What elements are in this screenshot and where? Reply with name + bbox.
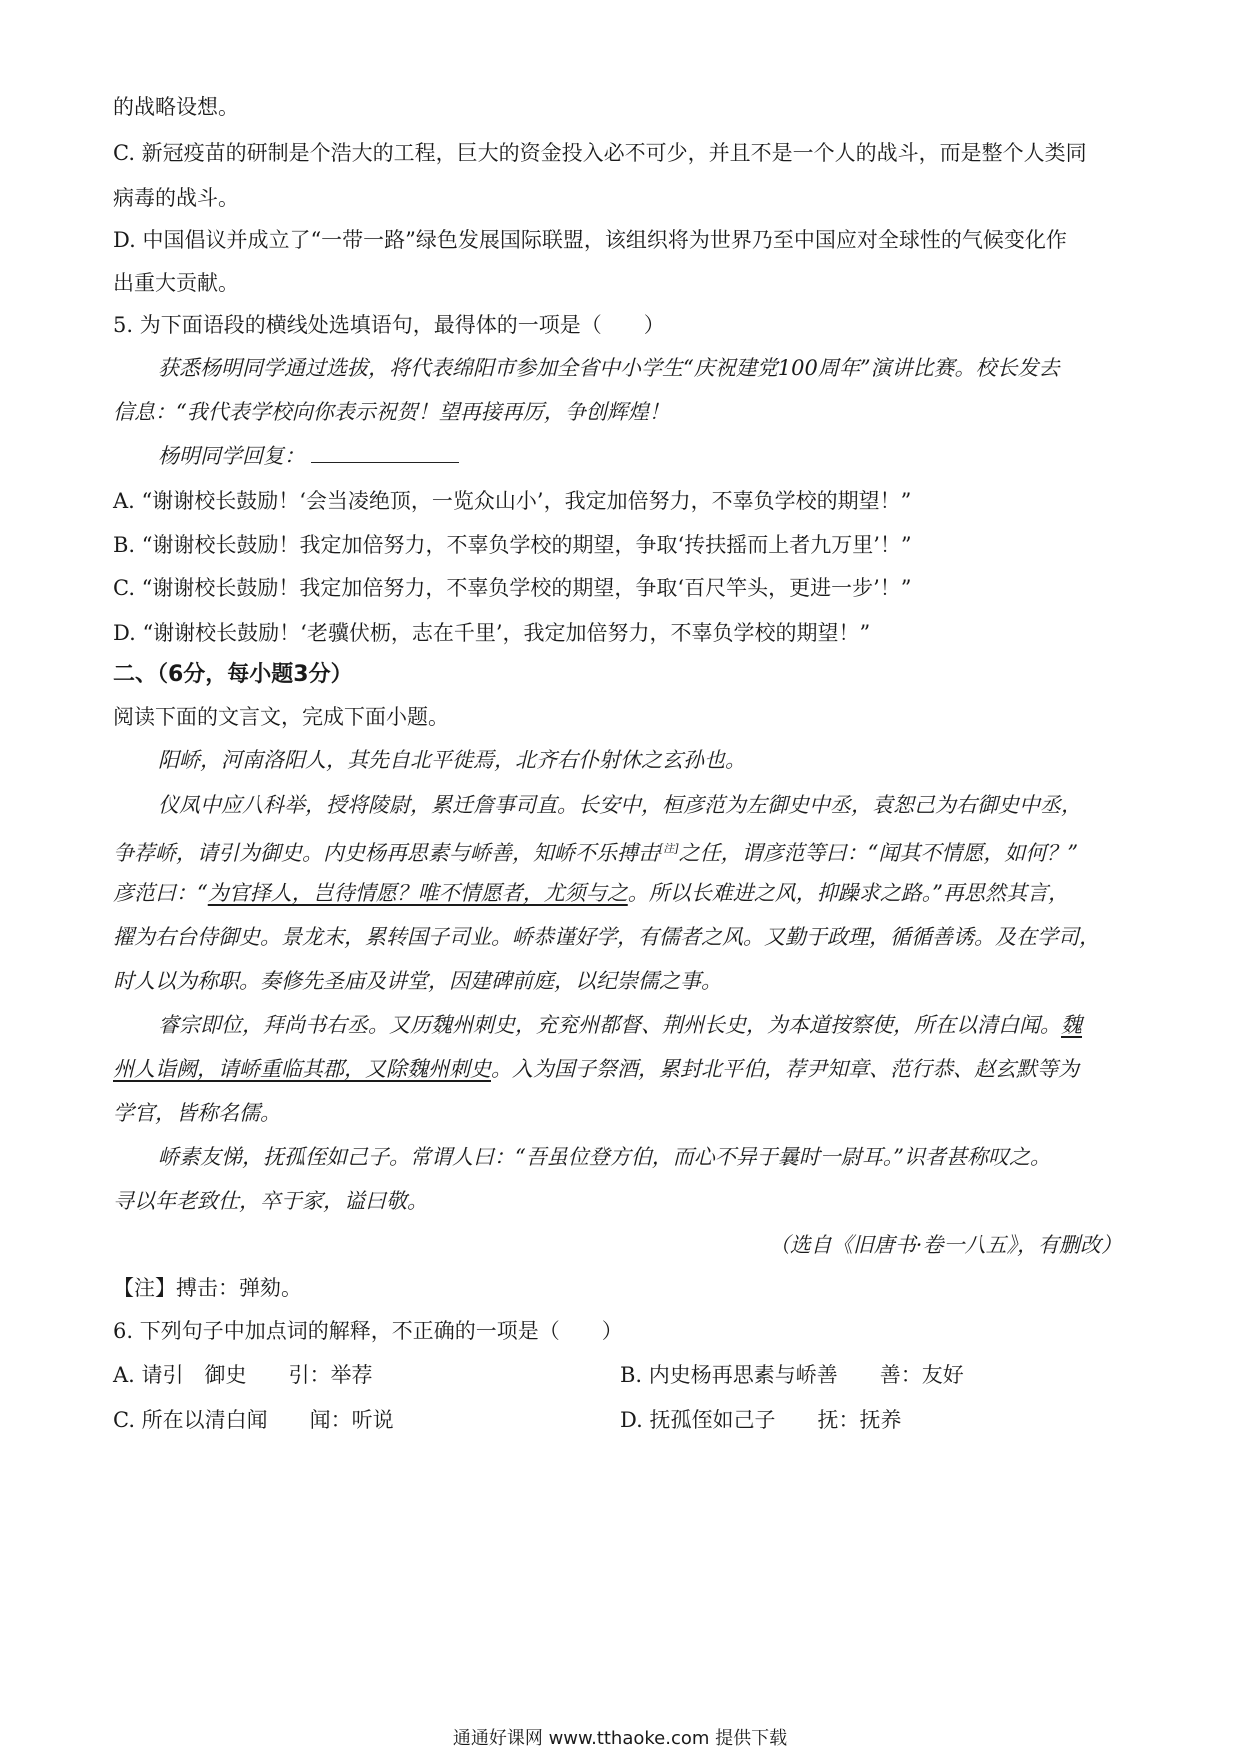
q4-option-d-line1: D. 中国倡议并成立了“一带一路”绿色发展国际联盟，该组织将为世界乃至中国应对全球性的气候变化作: [113, 228, 1067, 252]
q5-passage-line2: 信息：“我代表学校向你表示祝贺！望再接再厉，争创辉煌！: [113, 400, 670, 424]
q5-reply-line: [158, 441, 459, 471]
passage-text: 彦范曰：“: [113, 881, 208, 905]
passage-text: 争荐峤，请引为御史。内史杨再思素与峤善，知峤不乐搏击: [113, 841, 659, 865]
passage-para1: 阳峤，河南洛阳人，其先自北平徙焉，北齐右仆射休之玄孙也。: [158, 748, 746, 772]
passage-source: （选自《旧唐书·卷一八五》，有删改）: [768, 1233, 1122, 1257]
passage-text: 之任，谓彦范等曰：“闻其不情愿，如何？”: [678, 841, 1079, 865]
passage-para2-line1: 仪凤中应八科举，授将陵尉，累迁詹事司直。长安中，桓彦范为左御史中丞，袁恕己为右御史中丞，: [158, 793, 1082, 817]
section-instruction: 阅读下面的文言文，完成下面小题。: [113, 705, 449, 729]
footnote-marker: [注]: [659, 842, 679, 855]
underlined-sentence-1: 为官择人，岂待情愿？唯不情愿者，尤须与之: [207, 881, 628, 905]
q5-passage-line1: 获悉杨明同学通过选拔，将代表绵阳市参加全省中小学生“庆祝建党100周年”演讲比赛。校长发去: [158, 356, 1060, 380]
passage-para2-line2: [113, 834, 1078, 868]
passage-para3-line1: [158, 1010, 1082, 1040]
q6-option-c: C. 所在以清白闻 闻：听说: [113, 1408, 394, 1432]
passage-para4-line1: 峤素友悌，抚孤侄如己子。常谓人曰：“吾虽位登方伯，而心不异于曩时一尉耳。”识者甚称叹之。: [158, 1145, 1051, 1169]
q6-option-b: B. 内史杨再思素与峤善 善：友好: [620, 1363, 964, 1387]
passage-para2-line3: [113, 878, 1069, 908]
q4-option-d-line2: 出重大贡献。: [113, 271, 239, 295]
q6-stem: 6. 下列句子中加点词的解释，不正确的一项是（ ）: [113, 1319, 623, 1343]
passage-text: 。入为国子祭酒，累封北平伯，荐尹知章、范行恭、赵玄默等为: [491, 1057, 1079, 1081]
passage-text: 睿宗即位，拜尚书右丞。又历魏州刺史，充兖州都督、荆州长史，为本道按察使，所在以清白闻。: [158, 1013, 1061, 1037]
answer-blank: [311, 442, 459, 463]
passage-para2-line4: 擢为右台侍御史。景龙末，累转国子司业。峤恭谨好学，有儒者之风。又勤于政理，循循善诱。及在学司，: [113, 925, 1100, 949]
q5-option-b: B. “谢谢校长鼓励！我定加倍努力，不辜负学校的期望，争取‘抟扶摇而上者九万里’！”: [113, 533, 912, 557]
q5-option-c: C. “谢谢校长鼓励！我定加倍努力，不辜负学校的期望，争取‘百尺竿头，更进一步’！”: [113, 576, 912, 600]
footer-source: 通通好课网 www.tthaoke.com 提供下载: [452, 1728, 788, 1749]
passage-para3-line2: [113, 1054, 1079, 1084]
underlined-sentence-2-start: 魏: [1061, 1013, 1082, 1037]
section-heading: 二、（6分，每小题3分）: [113, 662, 353, 687]
q4-option-c-line1: C. 新冠疫苗的研制是个浩大的工程，巨大的资金投入必不可少，并且不是一个人的战斗，而是整个人类同: [113, 141, 1087, 165]
q4-option-b-end: 的战略设想。: [113, 95, 239, 119]
passage-para3-line3: 学官，皆称名儒。: [113, 1101, 281, 1125]
q5-reply-label: 杨明同学回复：: [158, 444, 305, 468]
q6-option-d: D. 抚孤侄如己子 抚：抚养: [620, 1408, 902, 1432]
underlined-sentence-2: 州人诣阙，请峤重临其郡，又除魏州刺史: [113, 1057, 491, 1081]
q5-stem: 5. 为下面语段的横线处选填语句，最得体的一项是（ ）: [113, 313, 665, 337]
passage-para4-line2: 寻以年老致仕，卒于家，谥曰敬。: [113, 1189, 428, 1213]
q6-option-a: A. 请引 御史 引：举荐: [113, 1363, 373, 1387]
q5-option-d: D. “谢谢校长鼓励！‘老骥伏枥，志在千里’，我定加倍努力，不辜负学校的期望！”: [113, 621, 871, 645]
passage-note: 【注】搏击：弹劾。: [113, 1276, 302, 1300]
q5-option-a: A. “谢谢校长鼓励！‘会当凌绝顶，一览众山小’，我定加倍努力，不辜负学校的期望！”: [113, 489, 912, 513]
passage-text: 。所以长难进之风，抑躁求之路。”再思然其言，: [627, 881, 1069, 905]
passage-para2-line5: 时人以为称职。奏修先圣庙及讲堂，因建碑前庭，以纪崇儒之事。: [113, 969, 722, 993]
q4-option-c-line2: 病毒的战斗。: [113, 186, 239, 210]
